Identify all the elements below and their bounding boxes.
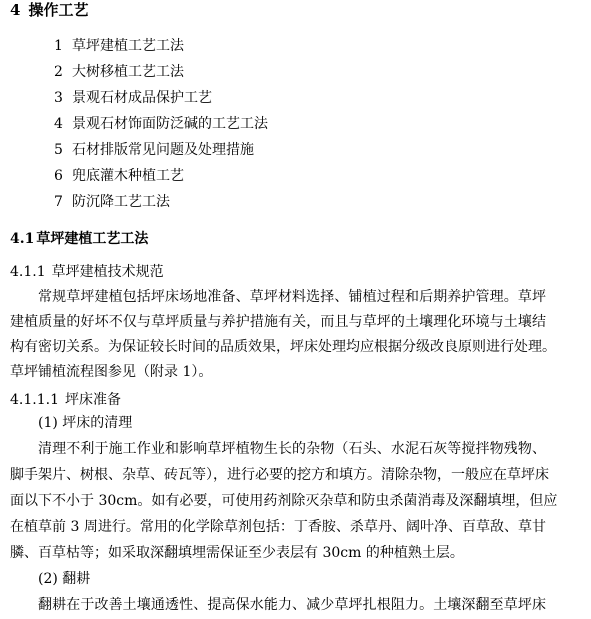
sub-subsection-heading — [10, 262, 164, 282]
list-item-number: 6 — [54, 168, 63, 184]
list-item-label: 石材排版常见问题及处理措施 — [72, 142, 254, 158]
list-item-label: 景观石材饰面防泛碱的工艺工法 — [72, 116, 268, 132]
paragraph-line: 在植草前 3 周进行。常用的化学除草剂包括：丁香胺、杀草丹、阔叶净、百草敌、草甘 — [10, 519, 546, 535]
sub-subsection-title: 草坪建植技术规范 — [51, 264, 164, 280]
list-item-number: 5 — [54, 142, 63, 158]
list-item — [54, 62, 268, 88]
list-item-label: 草坪建植工艺工法 — [72, 38, 184, 54]
list-item-label: 兜底灌木种植工艺 — [72, 168, 184, 184]
clause-heading — [10, 390, 121, 410]
list-item — [54, 192, 268, 218]
subsection-heading — [10, 229, 148, 249]
paragraph-line: 构有密切关系。为保证较长时间的品质效果，坪床处理均应根据分级改良原则进行处理。 — [10, 339, 556, 355]
item-heading: (1) 坪床的清理 — [38, 415, 133, 431]
list-item — [54, 140, 268, 166]
list-item-label: 景观石材成品保护工艺 — [72, 90, 212, 106]
list-item-number: 4 — [54, 116, 63, 132]
list-item-number: 1 — [54, 38, 63, 54]
list-item-number: 2 — [54, 64, 63, 80]
subsection-number: 4.1 — [10, 231, 35, 247]
sub-subsection-number: 4.1.1 — [10, 264, 46, 280]
section-contents-list — [54, 36, 268, 218]
subsection-title: 草坪建植工艺工法 — [36, 231, 149, 247]
list-item — [54, 166, 268, 192]
list-item-label: 大树移植工艺工法 — [72, 64, 184, 80]
paragraph-line: 翻耕在于改善土壤通透性、提高保水能力、减少草坪扎根阻力。土壤深翻至草坪床 — [38, 597, 546, 613]
list-item — [54, 114, 268, 140]
paragraph-line: 清理不利于施工作业和影响草坪植物生长的杂物（石头、水泥石灰等搅拌物残物、 — [38, 441, 546, 457]
paragraph-line: 草坪铺植流程图参见（附录 1）。 — [10, 364, 213, 380]
list-item-number: 3 — [54, 90, 63, 106]
list-item — [54, 88, 268, 114]
list-item-label: 防沉降工艺工法 — [72, 194, 170, 210]
paragraph-line: 建植质量的好坏不仅与草坪质量与养护措施有关，而且与草坪的土壤理化环境与土壤结 — [10, 314, 546, 330]
list-item-number: 7 — [54, 194, 63, 210]
paragraph-line: 膦、百草枯等；如采取深翻填埋需保证至少表层有 30cm 的种植熟土层。 — [10, 545, 464, 561]
section-heading — [10, 0, 88, 20]
clause-title: 坪床准备 — [64, 392, 121, 408]
paragraph-line: 脚手架片、树根、杂草、砖瓦等），进行必要的挖方和填方。清除杂物，一般应在草坪床 — [10, 467, 549, 483]
list-item — [54, 36, 268, 62]
section-title: 操作工艺 — [28, 1, 89, 19]
item-heading: (2) 翻耕 — [38, 571, 91, 587]
section-number: 4 — [10, 1, 21, 19]
paragraph-line: 常规草坪建植包括坪床场地准备、草坪材料选择、铺植过程和后期养护管理。草坪 — [38, 289, 546, 305]
clause-number: 4.1.1.1 — [10, 392, 59, 408]
paragraph-line: 面以下不小于 30cm。如有必要，可使用药剂除灭杂草和防虫杀菌消毒及深翻填埋，但应 — [10, 493, 558, 509]
